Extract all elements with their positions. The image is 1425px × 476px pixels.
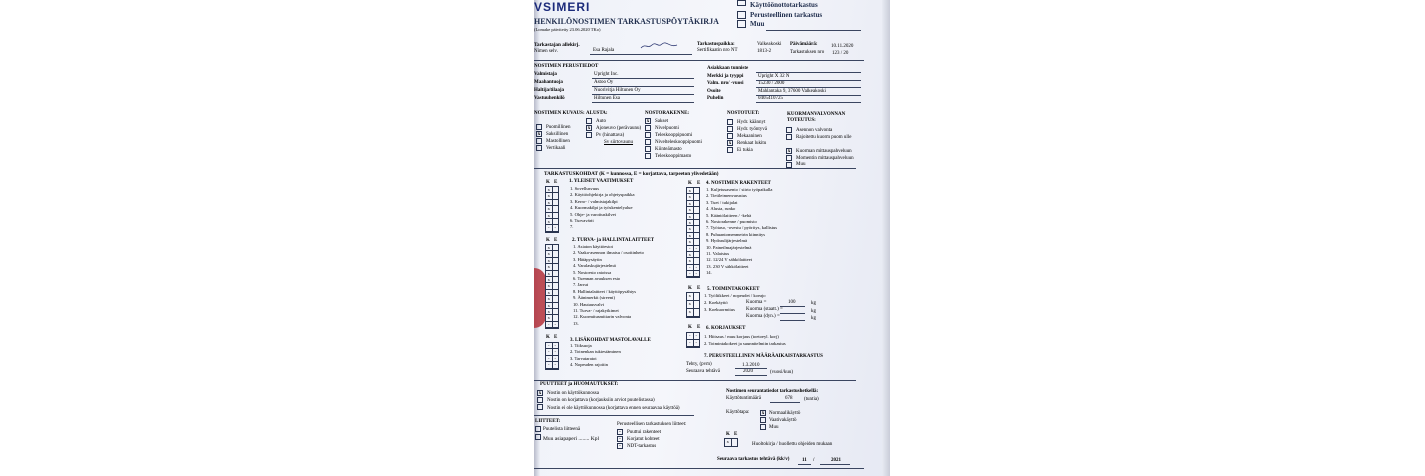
s2-checkgrid[interactable]: x x x x x x x x x x x x - - — [545, 244, 559, 329]
options-divider — [534, 168, 856, 169]
s7-next-value: 2020 — [743, 369, 753, 374]
nostotuet-item-3: Renkaat lukitu — [737, 141, 767, 146]
basic-line-3 — [592, 102, 694, 103]
logo-mark-icon: V — [534, 0, 544, 14]
s1-item-5: 6. Turvavärit — [570, 218, 594, 224]
checkbox-kuvaus-0[interactable] — [536, 124, 542, 130]
s3-items — [570, 343, 621, 369]
nostotuet-item-2: Mekaaninen — [737, 134, 762, 139]
name-line — [590, 54, 692, 55]
s3-item-2: 3. Tarvataratot — [570, 355, 597, 361]
s5-col-e: E — [697, 286, 701, 291]
kuorma-item-3: Momentin mittauspahveluun — [796, 156, 854, 161]
footer-divider — [534, 468, 864, 469]
basic-label-0: Valmistaja — [534, 72, 557, 77]
document-title: HENKILÖNOSTIMEN TARKASTUSPÖYTÄKIRJA — [534, 17, 719, 26]
s5-col-k: K — [688, 286, 692, 291]
remark-item-2: Nostin ei ole käyttökunnossa (korjattava ennen seuraavaa käyttöä) — [547, 406, 680, 411]
basic-r-label-4: Puhelin — [707, 96, 724, 101]
basic-r-value-1: Upright X 32 N — [758, 74, 790, 79]
s3-title: 3. LISÄKOHDAT MASTOLAVALLE — [570, 338, 651, 343]
s2-item-10: 11. Turva- / rajakytkimet — [573, 308, 619, 314]
s5-unit-1: kg — [811, 309, 816, 314]
checkbox-kuorma-0[interactable] — [786, 127, 792, 133]
s6-item-0: 1. Hiitsaus / muu korjaus (toetoeyl. korj) — [704, 334, 779, 339]
att-col-e: E — [734, 432, 738, 437]
alusta-item-0: Auto — [596, 119, 606, 124]
s4-col-k: K — [688, 181, 692, 186]
alusta-item-2: Pv (hinattava) — [596, 133, 625, 138]
cert-value: 1813-2 — [757, 49, 772, 54]
s2-item-3: 4. Varalaskujärjestelmä — [573, 263, 616, 269]
s2-item-8: 9. Äänimerkit (sireeni) — [573, 295, 615, 301]
s5-line-0 — [780, 306, 805, 307]
s4-item-3: 4. Alusta, runko — [706, 206, 736, 212]
basic-r-value-4: 0405410725 — [758, 96, 783, 101]
nostorakenne-item-4: Kiinteämasto — [655, 147, 682, 152]
nostotuet-heading: NOSTOTUET: — [727, 111, 760, 116]
checkbox-remark-2[interactable] — [537, 404, 543, 410]
s1-col-e: E — [554, 180, 558, 185]
place-label: Tarkastuspaikka: — [697, 42, 735, 47]
s7-done-value: 1.3.2010 — [742, 363, 760, 368]
checkbox-kuorma-1[interactable] — [786, 134, 792, 140]
kuvaus-item-3: Vertikaali — [546, 146, 566, 151]
pt-item-2: NDT-tarkastus — [627, 444, 657, 449]
s5-title: 5. TOIMINTAKOKEET — [707, 287, 760, 292]
s5-load-value: 100 — [788, 300, 796, 305]
checkbox-usage-2[interactable] — [760, 424, 766, 430]
s6-items — [704, 333, 786, 347]
checkbox-pt-1[interactable]: - — [617, 436, 623, 442]
checkbox-nostorakenne-3[interactable] — [645, 139, 651, 145]
kuvaus-item-2: Mastollinen — [546, 139, 570, 144]
alusta-item-1: Ajoneuvo (perävaunu) — [596, 126, 642, 131]
s1-item-4: 5. Ohje- ja varoituskilvet — [570, 211, 616, 217]
checkbox-alusta-0[interactable] — [586, 118, 592, 124]
s3-checkgrid[interactable]: - - - - - - - - — [545, 342, 559, 370]
checkbox-usage-1[interactable] — [760, 417, 766, 423]
s1-title: 1. YLEISET VAATIMUKSET — [569, 179, 634, 184]
basic-r-value-3: Mahlantaka 9, 37600 Valkeakoski — [758, 89, 826, 94]
remark-item-1: Nostin on korjattava (korjauksiin arviot puutelistassa) — [547, 398, 655, 403]
checkbox-kuvaus-2[interactable] — [536, 138, 542, 144]
nostorakenne-item-5: Teleskooppimasto — [655, 154, 692, 159]
s4-item-10: 11. Valaistus — [706, 251, 730, 257]
s4-items — [706, 187, 777, 277]
s2-item-2: 3. Hätäpysäytin — [573, 256, 602, 262]
date-label: Päivämäärä: — [790, 42, 818, 47]
s4-item-0: 1. Kuljetusasento / siirto työpaikalla — [706, 187, 773, 192]
s4-checkgrid[interactable]: x x x x x x x x x - - x x - - - - — [686, 187, 700, 278]
manual-checkgrid[interactable]: x — [724, 438, 738, 447]
next-inspection-year: 2021 — [831, 458, 841, 463]
s2-item-1: 2. Vaaka-asennon ilmaisu / osoitinheto — [573, 250, 644, 256]
usage-option-1: Vaativakäyttö — [769, 418, 797, 423]
s4-item-13: 14. — [706, 270, 712, 276]
s7-line-1 — [735, 375, 767, 376]
s3-col-e: E — [554, 335, 558, 340]
s5-item-0: 1. Työliikkeet / nopeudet / koeajo — [704, 293, 766, 298]
hours-value: 678 — [785, 396, 793, 401]
s5-item-1: 2. Koekäyttö — [704, 300, 728, 305]
inspector-signature-label: Tarkastajan allekirj. — [534, 42, 580, 48]
s1-item-6: 7. — [570, 224, 574, 230]
s7-next-label: Seuraava tehtävä — [686, 369, 721, 374]
checks-divider — [534, 380, 856, 381]
basic-line-0 — [592, 78, 694, 79]
checkbox-pt-2[interactable]: - — [617, 443, 623, 449]
checkbox-alusta-1[interactable]: x — [587, 126, 591, 131]
checkbox-remark-1[interactable] — [537, 397, 543, 403]
s1-col-k: K — [546, 180, 550, 185]
s2-item-6: 7. Jarrut — [573, 282, 589, 288]
s3-item-1: 2. Toinenkan tukiestäminen — [570, 349, 621, 355]
document-subtitle: (Lomake päivitetty 23.06.2020 TKo) — [534, 27, 601, 32]
s2-col-k: K — [546, 238, 550, 243]
basic-line-1 — [592, 86, 694, 87]
s1-item-2: 3. Kerro- / valmistajakilpi — [570, 198, 618, 204]
checkbox-nostotuet-2[interactable] — [727, 133, 733, 139]
basic-r-line-4 — [756, 102, 861, 103]
month-line — [798, 464, 811, 465]
s6-checkgrid[interactable]: - - - - — [686, 332, 700, 348]
s2-item-12: 13. — [573, 320, 579, 326]
s3-item-3: 4. Nopeuden rajoitin — [570, 362, 608, 368]
year-line — [820, 464, 850, 465]
basic-value-2: Nuorivitja Hiltunen Oy — [594, 88, 641, 93]
alusta-heading: ALUSTA: — [586, 111, 608, 116]
s7-line-0 — [735, 368, 767, 369]
basic-line-2 — [592, 94, 694, 95]
next-inspection-month: 11 — [802, 458, 807, 463]
inspection-number-label: Tarkastuksen nro — [790, 50, 825, 55]
checkbox-nostorakenne-4[interactable] — [645, 146, 651, 152]
s1-item-1: 2. Käyttöohjekirja ja ohjetyspaikka — [570, 192, 635, 198]
s2-item-11: 12. Kuormitusmittarin valvonta — [573, 314, 632, 320]
s6-col-k: K — [688, 325, 692, 330]
kuorma-item-4: Muu — [796, 162, 806, 167]
inspector-name: Esa Rajala — [593, 48, 615, 53]
checkbox-pt-0[interactable]: - — [617, 429, 623, 435]
s4-item-11: 12. 12/24 V sähkölaitteet — [706, 257, 753, 263]
cert-label: Sertifikaatin nro NT — [697, 48, 738, 53]
s2-item-7: 8. Hallintalaitteet / käyttöpysähtys — [573, 288, 637, 294]
company-logo — [534, 0, 590, 14]
inspection-type-0: Käyttöönottotarkastus — [750, 1, 818, 9]
s5-line-2 — [780, 320, 805, 321]
s4-item-5: 6. Nostorakenne / puomisto — [706, 219, 757, 225]
s4-item-2: 3. Tuet / tukijalat — [706, 199, 738, 205]
kuvaus-heading: NOSTIMEN KUVAUS: — [534, 111, 585, 116]
nostorakenne-heading: NOSTORAKENNE: — [645, 111, 690, 116]
s7-done-label: Tehty, (pvm) — [686, 362, 712, 367]
basic-r-label-3: Osoite — [707, 89, 721, 94]
basic-info-heading: NOSTIMEN PERUSTIEDOT — [534, 64, 599, 69]
kuvaus-item-0: Puomillinen — [546, 125, 571, 130]
nostotuet-item-4: Ei tukia — [737, 148, 753, 153]
s7-unit: (vuosi/kuu) — [770, 370, 794, 375]
s5-static-label: Kuorma (staatt.) = — [746, 307, 783, 312]
s4-title: 4. NOSTIMEN RAKENTEET — [706, 181, 771, 186]
nostotuet-item-0: Hydr. käännyt — [737, 120, 766, 125]
manual-label: Huoltokirja / huollettu ohjeiden mukaan — [752, 442, 833, 447]
s2-item-4: 5. Nostoesto ratoissa — [573, 269, 612, 275]
attachment-item-0: Puutelista liitteenä — [543, 427, 581, 432]
logo-text: SIMERI — [543, 0, 591, 14]
next-inspection-label: Seuraava tarkastus tehtävä (kk/v) — [717, 457, 790, 462]
checkbox-nostorakenne-1[interactable] — [645, 125, 651, 131]
checkbox-inspection-type-2[interactable] — [737, 20, 746, 28]
basic-value-3: Hiltunen Esa — [594, 96, 620, 101]
checkbox-remark-0[interactable]: x — [538, 391, 542, 396]
hours-line — [770, 402, 800, 403]
checkbox-alusta-2[interactable] — [586, 132, 592, 138]
s2-item-9: 10. Hautausvalvi — [573, 301, 605, 307]
checkbox-nostotuet-3[interactable]: x — [728, 141, 732, 146]
kuormanvalvonta-heading: KUORMANVALVONNAN TOTEUTUS: — [787, 112, 846, 123]
s4-item-8: 9. Hydraulijärjestelmä — [706, 238, 748, 244]
s3-item-0: 1. Tiiksuoja — [570, 343, 592, 348]
s2-items — [573, 244, 644, 327]
usage-option-2: Muu — [769, 425, 779, 430]
usage-heading: Nostimen seurantatiedot tarkastushetkellä: — [726, 389, 819, 394]
checkbox-nostorakenne-2[interactable] — [645, 132, 651, 138]
s4-item-7: 8. Puhuantomenmetrin kiinnitys — [706, 231, 766, 237]
s4-col-e: E — [697, 181, 701, 186]
s6-item-1: 2. Toimintakokeet ja suunnitelmiin tarkastus — [704, 341, 786, 346]
basic-r-line-2 — [756, 87, 861, 88]
s1-item-3: 4. Kuormakilpi ja työskentelyalue — [570, 205, 633, 211]
s6-title: 6. KORJAUKSET — [706, 326, 746, 331]
nostorakenne-item-3: Nivelteleskooppipuomi — [655, 140, 702, 145]
nostorakenne-item-0: Sakset — [655, 119, 669, 124]
checkbox-kuorma-2[interactable]: x — [787, 149, 791, 154]
hours-label: Käyttötuntimäärä — [726, 396, 761, 401]
s3-col-k: K — [546, 335, 550, 340]
usage-option-0: Normaalikäyttö — [769, 411, 801, 416]
inspector-name-label: Nimen selv. — [534, 49, 558, 54]
checkbox-kuvaus-3[interactable] — [536, 145, 542, 151]
hours-unit: (tuntia) — [804, 397, 819, 402]
checkbox-nostorakenne-0[interactable]: x — [646, 119, 650, 124]
checkbox-kuorma-3[interactable] — [786, 155, 792, 161]
other-type-line — [766, 30, 861, 31]
inspection-type-2: Muu — [750, 20, 765, 28]
basic-r-label-0: Asiakkaan tunniste — [707, 66, 749, 71]
s5-item-2: 3. Koekuormitus — [704, 307, 735, 312]
kuorma-item-0: Asennon valvonta — [796, 128, 833, 133]
checkbox-attachment-0[interactable] — [535, 426, 541, 432]
date-value: 10.11.2020 — [831, 44, 854, 49]
basic-r-line-1 — [756, 80, 861, 81]
basic-value-0: Upright Inc. — [594, 72, 619, 77]
s4-item-9: 10. Paineilmajärjestelmä — [706, 244, 752, 250]
header-divider — [534, 60, 864, 61]
basic-label-2: Haltija/tilaaja — [534, 88, 564, 93]
s1-item-0: 1. Sovellusvuus — [570, 186, 600, 191]
s5-load-label: Kuorma = — [746, 300, 767, 305]
pt-item-0: Puuttui rakenteet — [627, 430, 662, 435]
basic-r-label-1: Merkki ja tyyppi — [707, 74, 744, 79]
basic-r-value-2: 15230 / 2000 — [758, 81, 785, 86]
nostorakenne-item-1: Nivelpuomi — [655, 126, 679, 131]
remarks-divider — [534, 415, 694, 416]
checkbox-usage-0[interactable]: x — [761, 411, 765, 416]
basic-label-1: Maahantuoja — [534, 80, 563, 85]
pt-attachments-heading: Perusteellisen tarkastuksen liitteet: — [617, 422, 687, 427]
checkbox-kuvaus-1[interactable]: x — [537, 132, 541, 137]
remarks-heading: PUUTTEET ja HUOMAUTUKSET: — [540, 382, 619, 387]
basic-r-label-2: Valm. nro/ -vuosi — [707, 81, 744, 86]
remark-item-0: Nostin on käyttökunnossa — [547, 391, 599, 396]
next-inspection-slash: / — [813, 458, 815, 463]
s1-checkgrid[interactable]: x x x x x x - - — [545, 186, 559, 233]
s4-item-1: 2. Tietileimenvarustus — [706, 193, 747, 199]
s6-col-e: E — [697, 325, 701, 330]
checkbox-inspection-type-0[interactable] — [737, 0, 746, 6]
s5-unit-2: kg — [811, 316, 816, 321]
s4-item-6: 7. Työtaso, -ovestu / pyöritys, kallistus — [706, 225, 778, 231]
checkbox-nostotuet-0[interactable] — [727, 119, 733, 125]
checkbox-nostorakenne-5[interactable] — [645, 153, 651, 159]
s2-title: 2. TURVA- ja HALLINTALAITTEET — [572, 238, 655, 243]
basic-label-3: Vastuuhenkilö — [534, 96, 565, 101]
basic-r-line-3 — [756, 95, 861, 96]
kuvaus-item-1: Saksillinen — [546, 132, 569, 137]
pt-item-1: Korjatut kohteet — [627, 437, 660, 442]
checkbox-nostotuet-4[interactable] — [727, 147, 733, 153]
s2-col-e: E — [554, 238, 558, 243]
nostorakenne-item-2: Teleskooppipuomi — [655, 133, 693, 138]
basic-r-line-0 — [756, 72, 861, 73]
s4-item-4: 5. Kääntölaitteen / -kehä — [706, 212, 752, 218]
attachments-heading: LIITTEET: — [535, 419, 561, 424]
att-col-k: K — [726, 432, 730, 437]
s7-title: 7. PERUSTEELLINEN MÄÄRÄAIKAISTARKASTUS — [704, 354, 823, 359]
s4-item-12: 13. 230 V sähkölaitteet — [706, 263, 749, 269]
usage-label: Käyttötapa: — [726, 410, 750, 415]
checkbox-attachment-1[interactable] — [535, 434, 541, 440]
inspection-number: 123 / 20 — [832, 51, 849, 56]
attachment-item-1: Muu asiapaperi ........ Kpl — [543, 436, 600, 442]
background-left — [0, 0, 534, 476]
inspection-type-1: Perusteellinen tarkastus — [750, 11, 823, 19]
kuorma-item-2: Kuorman mittauspahveluun — [796, 149, 852, 154]
s2-item-5: 6. Tuennan avauksen esto — [573, 276, 621, 282]
background-right — [890, 0, 1425, 476]
checkbox-nostotuet-1[interactable] — [727, 126, 733, 132]
s5-dynamic-label: Kuorma (dyn.) = — [746, 314, 780, 319]
basic-value-1: Astoo Oy — [594, 80, 614, 85]
nostotuet-item-1: Hydr. työntyvä — [737, 127, 767, 132]
s5-line-1 — [780, 313, 805, 314]
s1-items — [570, 186, 635, 231]
kuorma-item-1: Rajoitettu kuorm puom ulle — [796, 135, 852, 140]
paper-right-edge — [882, 0, 890, 476]
s2-item-0: 1. Asiaton käyttöestot — [573, 244, 613, 249]
alusta-item-3: Sv siirtovaunu — [604, 140, 634, 145]
checks-heading: TARKASTUSKOHDAT (K = kunnossa, E = korjattava, tarpeeton ylivedetään) — [544, 171, 719, 177]
s5-checkgrid[interactable]: x x x — [686, 292, 700, 318]
checkbox-inspection-type-1[interactable] — [737, 11, 746, 19]
place-value: Valkeakoski — [757, 42, 782, 47]
signature-icon — [640, 42, 678, 50]
s5-unit-0: kg — [811, 301, 816, 306]
